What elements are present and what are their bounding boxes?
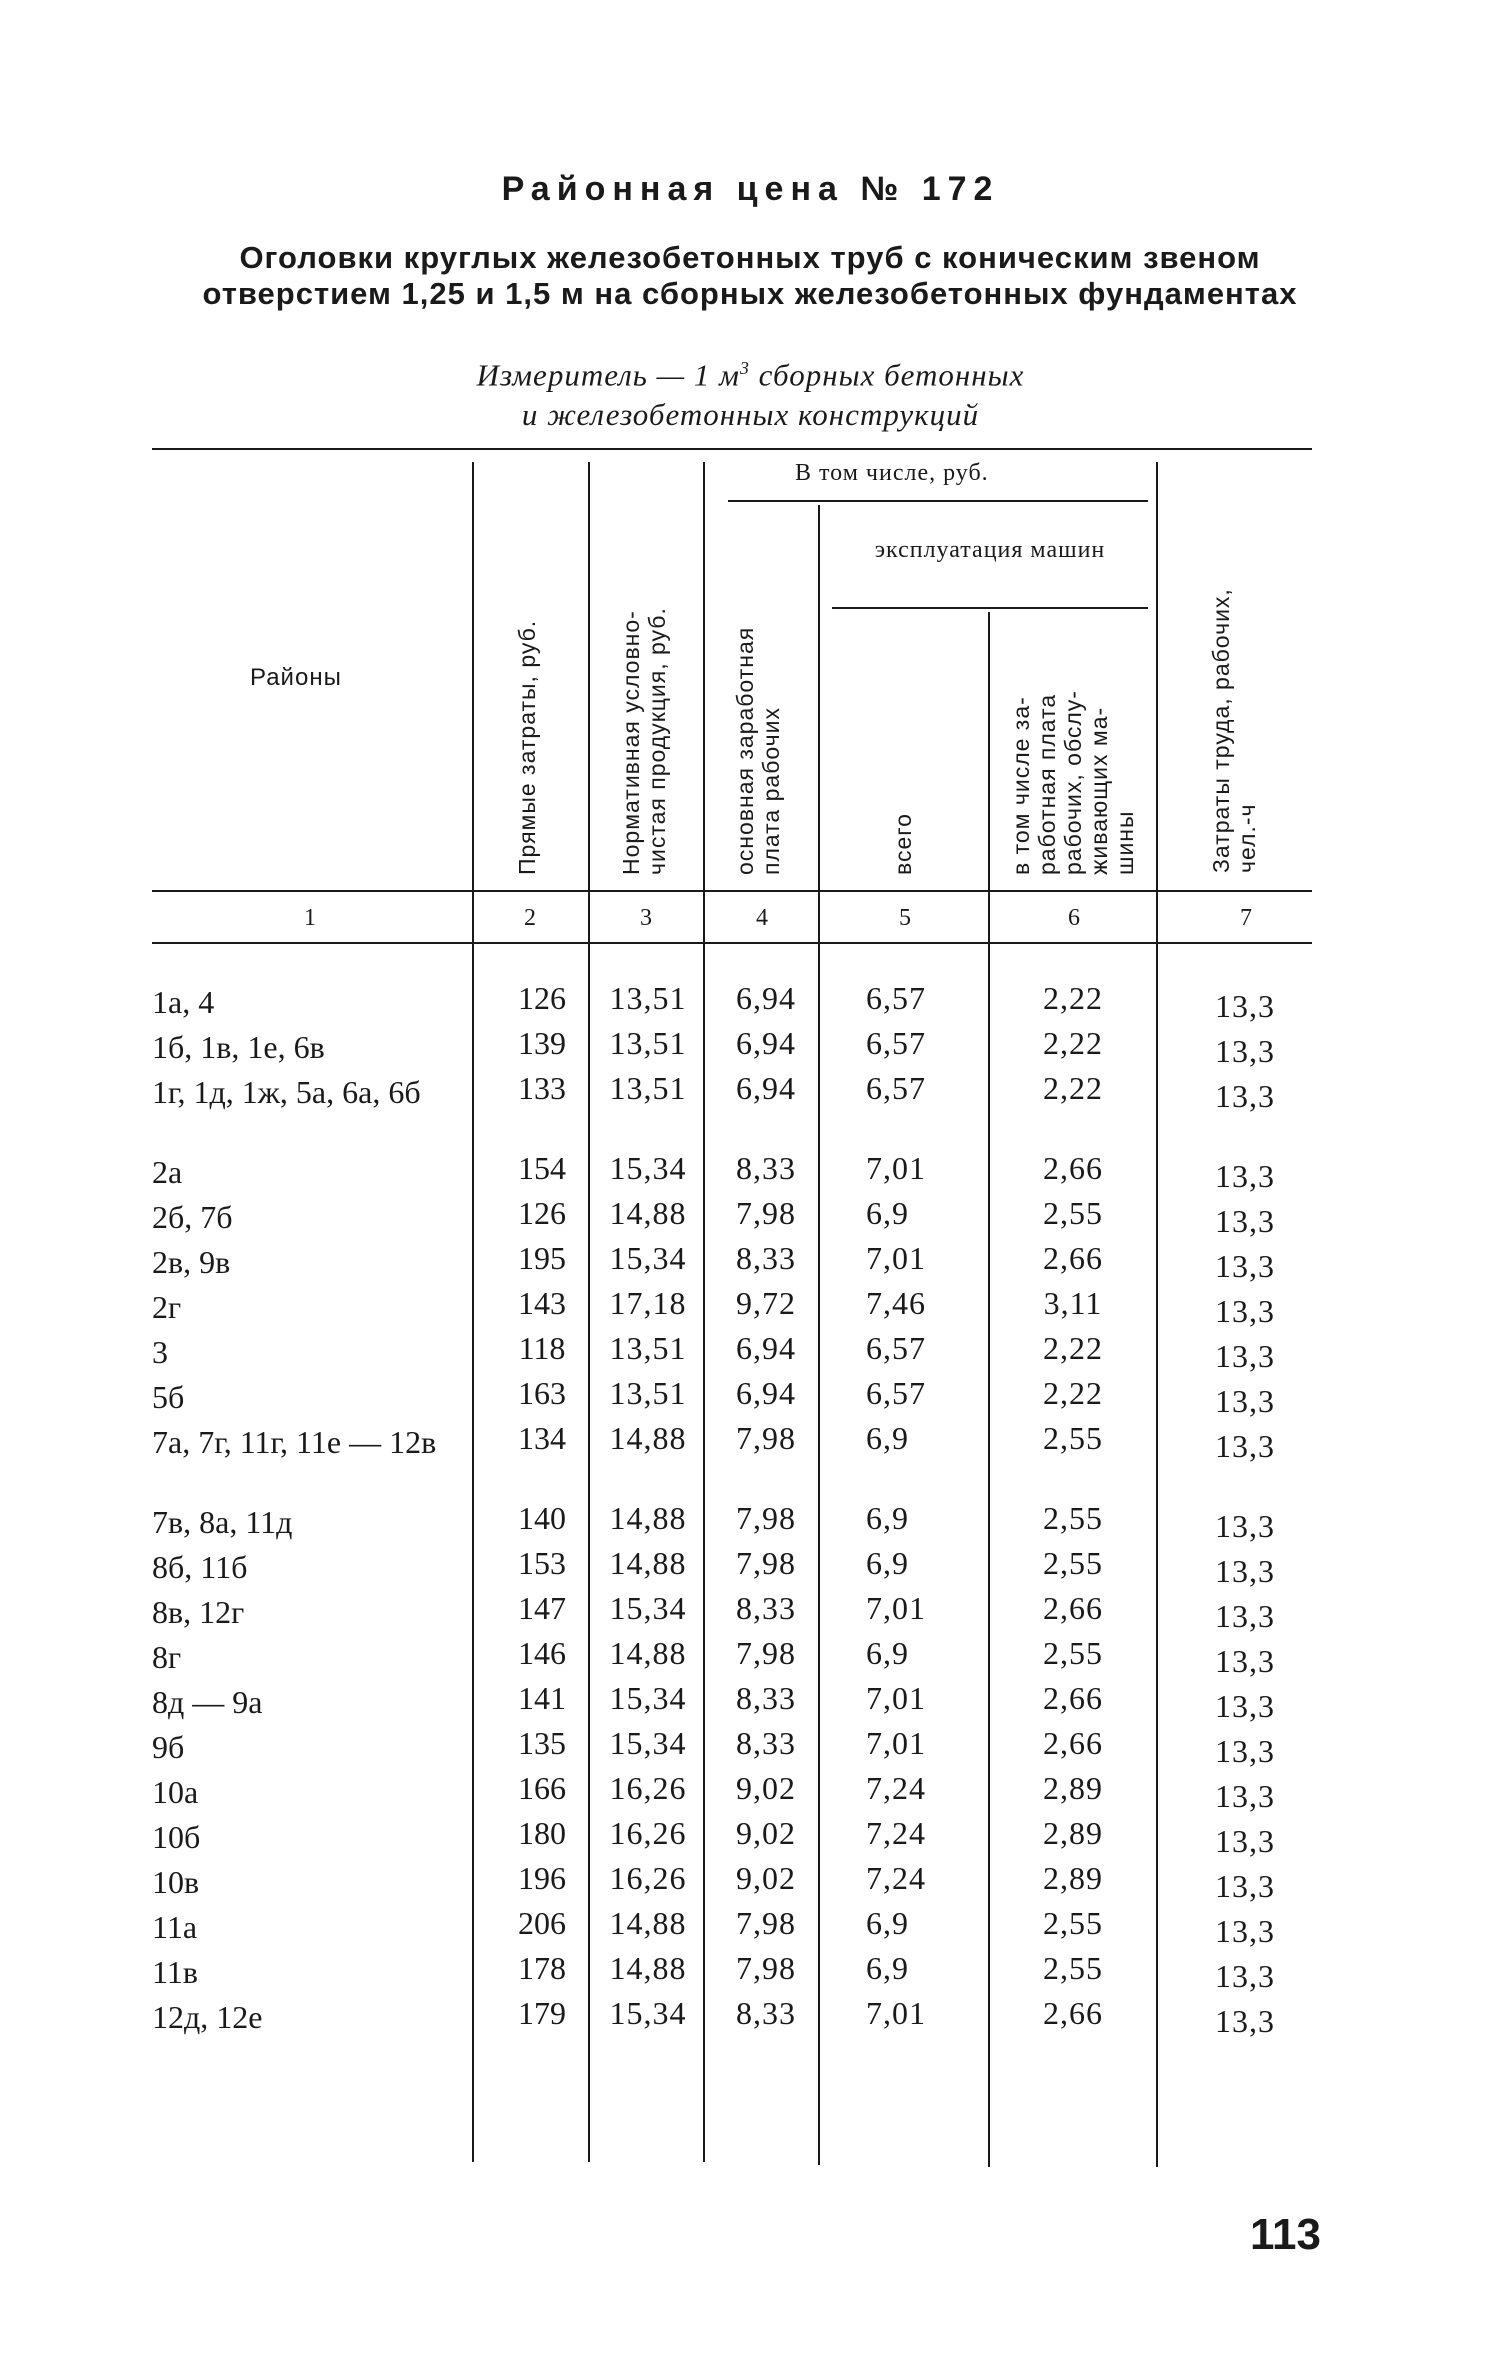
row-value-c3: 16,26 [609, 1815, 687, 1851]
row-value-c4: 7,98 [736, 1420, 796, 1456]
row-value-c4: 7,98 [736, 1635, 796, 1671]
row-value-c5: 6,57 [866, 980, 926, 1016]
row-value-c6: 2,66 [1043, 1240, 1103, 1276]
row-value-c3: 13,51 [609, 1025, 687, 1061]
row-value-c3: 15,34 [609, 1150, 687, 1186]
row-value-c5: 6,9 [866, 1905, 909, 1941]
row-value-c4: 7,98 [736, 1950, 796, 1986]
row-value-c4: 6,94 [736, 1330, 796, 1366]
row-region: 12д, 12е [152, 1999, 263, 2035]
row-value-c4: 8,33 [736, 1590, 796, 1626]
row-value-c2: 134 [518, 1420, 566, 1456]
table-top-rule [152, 448, 1312, 450]
row-value-c6: 2,55 [1043, 1905, 1103, 1941]
row-value-c5: 6,57 [866, 1025, 926, 1061]
row-value-c2: 180 [518, 1815, 566, 1851]
row-value-c7: 13,3 [1215, 1508, 1275, 1544]
row-value-c5: 7,01 [866, 1150, 926, 1186]
measurement-unit [0, 348, 1501, 435]
row-value-c4: 6,94 [736, 980, 796, 1016]
row-value-c7: 13,3 [1215, 1293, 1275, 1329]
row-value-c5: 7,24 [866, 1815, 926, 1851]
row-region: 10а [152, 1774, 199, 1810]
row-value-c6: 2,55 [1043, 1195, 1103, 1231]
row-region: 1а, 4 [152, 984, 215, 1020]
row-value-c5: 6,9 [866, 1420, 909, 1456]
header-machines: эксплуатация машин [874, 537, 1106, 563]
row-value-c3: 14,88 [609, 1545, 687, 1581]
row-value-c6: 2,89 [1043, 1860, 1103, 1896]
row-value-c3: 14,88 [609, 1635, 687, 1671]
row-region: 2г [152, 1289, 182, 1325]
row-value-c7: 13,3 [1215, 1823, 1275, 1859]
row-value-c7: 13,3 [1215, 1733, 1275, 1769]
row-region: 5б [152, 1379, 185, 1415]
row-value-c2: 133 [518, 1070, 566, 1106]
col-number-7: 7 [1240, 905, 1252, 931]
row-value-c3: 16,26 [609, 1860, 687, 1896]
row-value-c5: 7,01 [866, 1995, 926, 2031]
row-region: 8г [152, 1639, 182, 1675]
row-value-c5: 6,9 [866, 1545, 909, 1581]
subtitle-line-2: отверстием 1,25 и 1,5 м на сборных железобетонных фундаментах [202, 276, 1298, 311]
row-value-c3: 13,51 [609, 980, 687, 1016]
row-value-c2: 195 [518, 1240, 566, 1276]
row-value-c5: 7,24 [866, 1860, 926, 1896]
row-value-c4: 7,98 [736, 1545, 796, 1581]
row-value-c3: 15,34 [609, 1590, 687, 1626]
row-value-c3: 15,34 [609, 1725, 687, 1761]
row-value-c3: 14,88 [609, 1905, 687, 1941]
including-rule [728, 500, 1148, 502]
row-region: 7в, 8а, 11д [152, 1504, 293, 1540]
row-value-c7: 13,3 [1215, 2003, 1275, 2039]
row-value-c3: 17,18 [609, 1285, 687, 1321]
row-value-c4: 6,94 [736, 1070, 796, 1106]
row-value-c6: 2,22 [1043, 1025, 1103, 1061]
row-value-c6: 2,55 [1043, 1500, 1103, 1536]
row-value-c7: 13,3 [1215, 1383, 1275, 1419]
row-value-c3: 15,34 [609, 1240, 687, 1276]
row-value-c4: 7,98 [736, 1905, 796, 1941]
row-value-c7: 13,3 [1215, 1643, 1275, 1679]
col-number-3: 3 [640, 905, 652, 931]
row-value-c6: 2,66 [1043, 1680, 1103, 1716]
row-value-c6: 2,22 [1043, 980, 1103, 1016]
row-region: 2в, 9в [152, 1244, 231, 1280]
vline-6 [1156, 462, 1158, 2167]
row-value-c7: 13,3 [1215, 1958, 1275, 1994]
row-value-c5: 6,9 [866, 1500, 909, 1536]
row-value-c5: 7,01 [866, 1240, 926, 1276]
row-value-c6: 2,89 [1043, 1815, 1103, 1851]
row-value-c5: 6,57 [866, 1330, 926, 1366]
header-machines-wage: в том числе за- работная плата рабочих, обслу- живающих ма- шины [1008, 690, 1138, 875]
row-region: 2а [152, 1154, 183, 1190]
row-value-c5: 6,9 [866, 1195, 909, 1231]
row-value-c2: 196 [518, 1860, 566, 1896]
row-value-c7: 13,3 [1215, 1338, 1275, 1374]
row-region: 8д — 9а [152, 1684, 263, 1720]
row-value-c2: 206 [518, 1905, 566, 1941]
row-value-c2: 178 [518, 1950, 566, 1986]
row-value-c6: 2,22 [1043, 1375, 1103, 1411]
vline-3 [703, 462, 705, 2162]
meter-sup: 3 [739, 358, 750, 378]
row-value-c6: 2,22 [1043, 1070, 1103, 1106]
row-value-c5: 7,01 [866, 1725, 926, 1761]
row-value-c5: 6,9 [866, 1635, 909, 1671]
row-value-c2: 141 [518, 1680, 566, 1716]
row-value-c4: 8,33 [736, 1725, 796, 1761]
row-value-c4: 7,98 [736, 1195, 796, 1231]
col-number-4: 4 [756, 905, 768, 931]
header-machines-total: всего [890, 813, 916, 875]
row-value-c6: 2,89 [1043, 1770, 1103, 1806]
row-value-c4: 8,33 [736, 1150, 796, 1186]
col-number-6: 6 [1068, 905, 1080, 931]
row-region: 11а [152, 1909, 198, 1945]
row-value-c6: 2,66 [1043, 1150, 1103, 1186]
row-value-c3: 13,51 [609, 1070, 687, 1106]
table-subtitle [140, 240, 1360, 312]
row-value-c2: 179 [518, 1995, 566, 2031]
row-value-c7: 13,3 [1215, 1033, 1275, 1069]
row-value-c2: 166 [518, 1770, 566, 1806]
row-value-c5: 6,9 [866, 1950, 909, 1986]
vline-5 [988, 612, 990, 2167]
row-value-c7: 13,3 [1215, 1203, 1275, 1239]
row-value-c4: 7,98 [736, 1500, 796, 1536]
row-value-c6: 2,22 [1043, 1330, 1103, 1366]
meter-line-1 [0, 348, 1501, 395]
row-value-c6: 2,55 [1043, 1545, 1103, 1581]
row-value-c2: 135 [518, 1725, 566, 1761]
row-value-c7: 13,3 [1215, 1598, 1275, 1634]
header-base-wage: основная заработная плата рабочих [732, 626, 784, 875]
row-value-c2: 126 [518, 1195, 566, 1231]
row-region: 9б [152, 1729, 185, 1765]
page-title: Районная цена № 172 [501, 170, 1000, 208]
row-value-c5: 7,01 [866, 1590, 926, 1626]
row-value-c7: 13,3 [1215, 1078, 1275, 1114]
row-value-c2: 163 [518, 1375, 566, 1411]
row-value-c5: 7,46 [866, 1285, 926, 1321]
row-value-c7: 13,3 [1215, 1778, 1275, 1814]
row-region: 3 [152, 1334, 168, 1370]
col-number-5: 5 [899, 905, 911, 931]
row-value-c2: 147 [518, 1590, 566, 1626]
machines-rule [832, 607, 1148, 609]
row-value-c6: 2,55 [1043, 1635, 1103, 1671]
page-number: 113 [1250, 2210, 1321, 2259]
row-value-c7: 13,3 [1215, 1913, 1275, 1949]
row-region: 8в, 12г [152, 1594, 245, 1630]
row-value-c2: 140 [518, 1500, 566, 1536]
row-value-c3: 14,88 [609, 1195, 687, 1231]
row-value-c3: 16,26 [609, 1770, 687, 1806]
row-value-c4: 9,72 [736, 1285, 796, 1321]
row-value-c2: 118 [518, 1330, 566, 1366]
row-value-c3: 13,51 [609, 1330, 687, 1366]
row-value-c7: 13,3 [1215, 988, 1275, 1024]
row-value-c6: 3,11 [1043, 1285, 1103, 1321]
row-value-c4: 9,02 [736, 1860, 796, 1896]
row-value-c5: 7,24 [866, 1770, 926, 1806]
row-value-c7: 13,3 [1215, 1868, 1275, 1904]
header-bottom-rule [152, 890, 1312, 892]
meter-line-1-tail: сборных бетонных [749, 357, 1025, 393]
row-value-c5: 6,57 [866, 1070, 926, 1106]
subtitle-line-1: Оголовки круглых железобетонных труб с коническим звеном [239, 240, 1261, 275]
row-region: 10в [152, 1864, 200, 1900]
header-direct-costs: Прямые затраты, руб. [514, 619, 540, 875]
col-number-2: 2 [524, 905, 536, 931]
row-value-c3: 14,88 [609, 1500, 687, 1536]
col-number-1: 1 [304, 905, 316, 931]
row-value-c6: 2,66 [1043, 1725, 1103, 1761]
row-value-c3: 15,34 [609, 1995, 687, 2031]
row-value-c2: 153 [518, 1545, 566, 1581]
row-value-c3: 15,34 [609, 1680, 687, 1716]
row-value-c5: 6,57 [866, 1375, 926, 1411]
row-value-c4: 6,94 [736, 1375, 796, 1411]
row-value-c4: 8,33 [736, 1995, 796, 2031]
row-value-c2: 154 [518, 1150, 566, 1186]
vline-1 [472, 462, 474, 2162]
row-value-c6: 2,55 [1043, 1950, 1103, 1986]
row-value-c6: 2,55 [1043, 1420, 1103, 1456]
row-value-c7: 13,3 [1215, 1428, 1275, 1464]
row-value-c3: 14,88 [609, 1950, 687, 1986]
row-value-c6: 2,66 [1043, 1590, 1103, 1626]
row-value-c7: 13,3 [1215, 1158, 1275, 1194]
row-value-c2: 139 [518, 1025, 566, 1061]
row-value-c4: 8,33 [736, 1240, 796, 1276]
row-region: 1г, 1д, 1ж, 5а, 6а, 6б [152, 1074, 421, 1110]
row-value-c7: 13,3 [1215, 1248, 1275, 1284]
header-labor: Затраты труда, рабочих, чел.-ч [1208, 588, 1260, 873]
row-value-c4: 8,33 [736, 1680, 796, 1716]
row-region: 8б, 11б [152, 1549, 248, 1585]
colnum-bottom-rule [152, 942, 1312, 944]
header-regions: Районы [250, 664, 342, 691]
row-value-c2: 146 [518, 1635, 566, 1671]
meter-line-2: и железобетонных конструкций [521, 397, 980, 433]
row-value-c4: 6,94 [736, 1025, 796, 1061]
row-value-c2: 126 [518, 980, 566, 1016]
row-value-c4: 9,02 [736, 1770, 796, 1806]
row-region: 10б [152, 1819, 201, 1855]
row-value-c3: 13,51 [609, 1375, 687, 1411]
row-value-c3: 14,88 [609, 1420, 687, 1456]
row-value-c7: 13,3 [1215, 1688, 1275, 1724]
header-normative: Нормативная условно- чистая продукция, руб. [618, 607, 670, 875]
row-region: 2б, 7б [152, 1199, 233, 1235]
row-region: 1б, 1в, 1е, 6в [152, 1029, 325, 1065]
row-region: 11в [152, 1954, 198, 1990]
row-value-c4: 9,02 [736, 1815, 796, 1851]
row-value-c2: 143 [518, 1285, 566, 1321]
meter-line-1-text: Измеритель — 1 м [476, 357, 740, 393]
row-value-c6: 2,66 [1043, 1995, 1103, 2031]
header-including: В том числе, руб. [795, 460, 989, 486]
vline-4 [818, 505, 820, 2165]
row-value-c5: 7,01 [866, 1680, 926, 1716]
row-region: 7а, 7г, 11г, 11е — 12в [152, 1424, 437, 1460]
row-value-c7: 13,3 [1215, 1553, 1275, 1589]
